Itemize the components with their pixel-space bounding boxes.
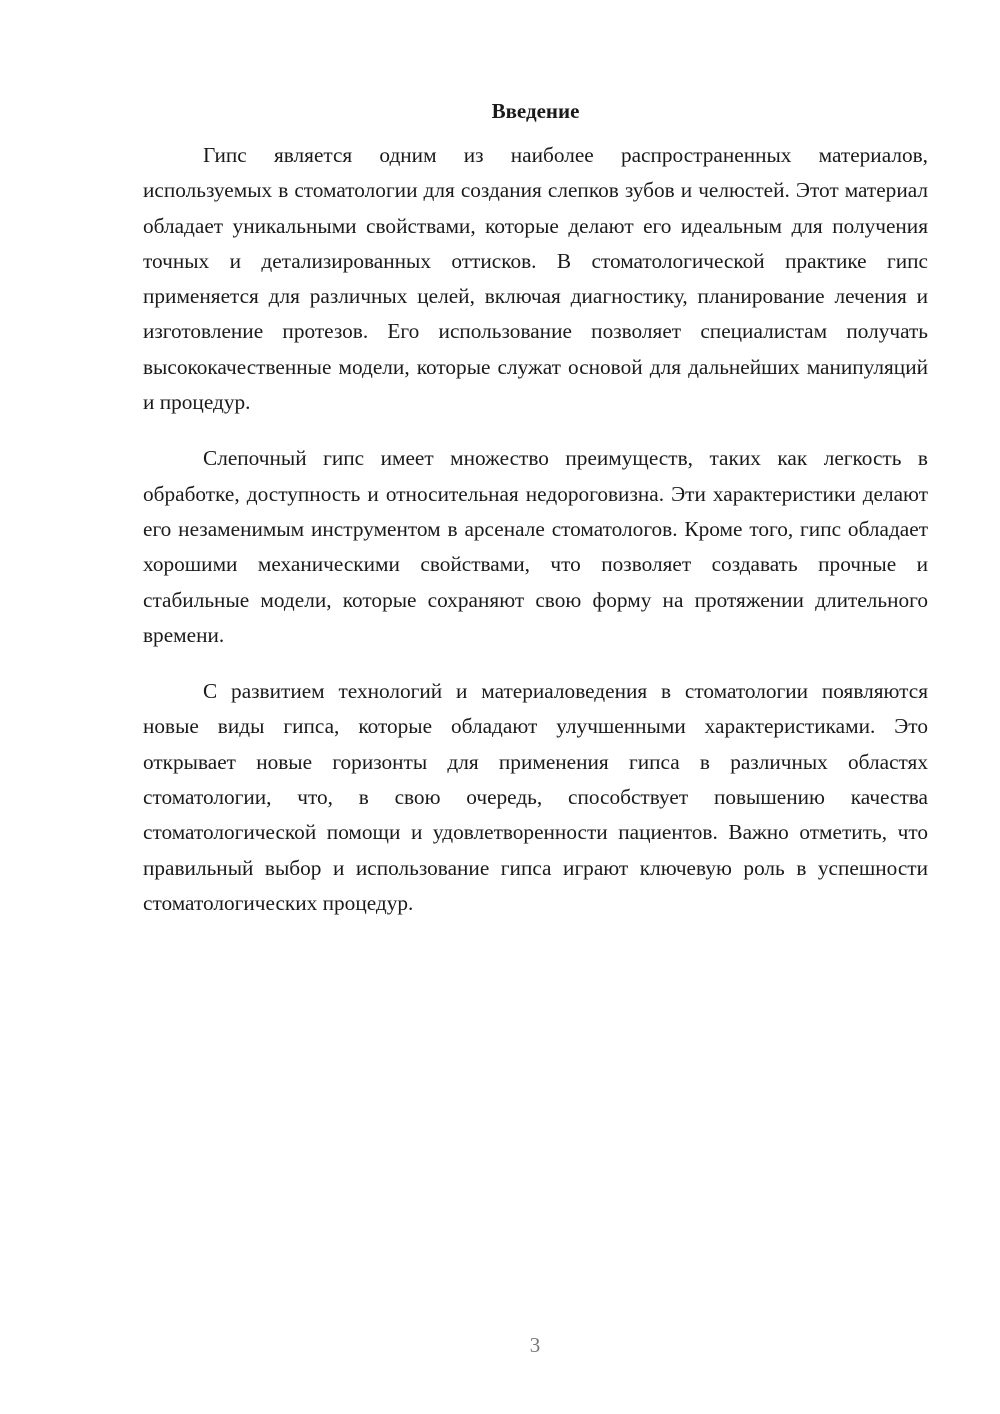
section-heading: Введение bbox=[491, 99, 580, 123]
page-number: 3 bbox=[529, 1333, 541, 1357]
paragraph-3: С развитием технологий и материаловедения в стоматологии появляются новые виды гипса, которые обладают улучшенными характеристиками. Это открывает новые горизонты для применения гипса в различных областях стоматологии, что, в свою очередь, способствует повышению качества стоматологической помощи и удовлетворенности пациентов. Важно отметить, что правильный выбор и использование гипса играют ключевую роль в успешности стоматологических процедур. bbox=[143, 679, 928, 915]
paragraph-1: Гипс является одним из наиболее распространенных материалов, используемых в стоматологии для создания слепков зубов и челюстей. Этот материал обладает уникальными свойствами, которые делают его идеальным для получения точных и детализированных оттисков. В стоматологической практике гипс применяется для различных целей, включая диагностику, планирование лечения и изготовление протезов. Его использование позволяет специалистам получать высококачественные модели, которые служат основой для дальнейших манипуляций и процедур. bbox=[143, 143, 928, 415]
paragraph-2: Слепочный гипс имеет множество преимуществ, таких как легкость в обработке, доступность и относительная недороговизна. Эти характеристики делают его незаменимым инструментом в арсенале стоматологов. Кроме того, гипс обладает хорошими механическими свойствами, что позволяет создавать прочные и стабильные модели, которые сохраняют свою форму на протяжении длительного времени. bbox=[143, 446, 928, 647]
page-body bbox=[143, 97, 928, 942]
